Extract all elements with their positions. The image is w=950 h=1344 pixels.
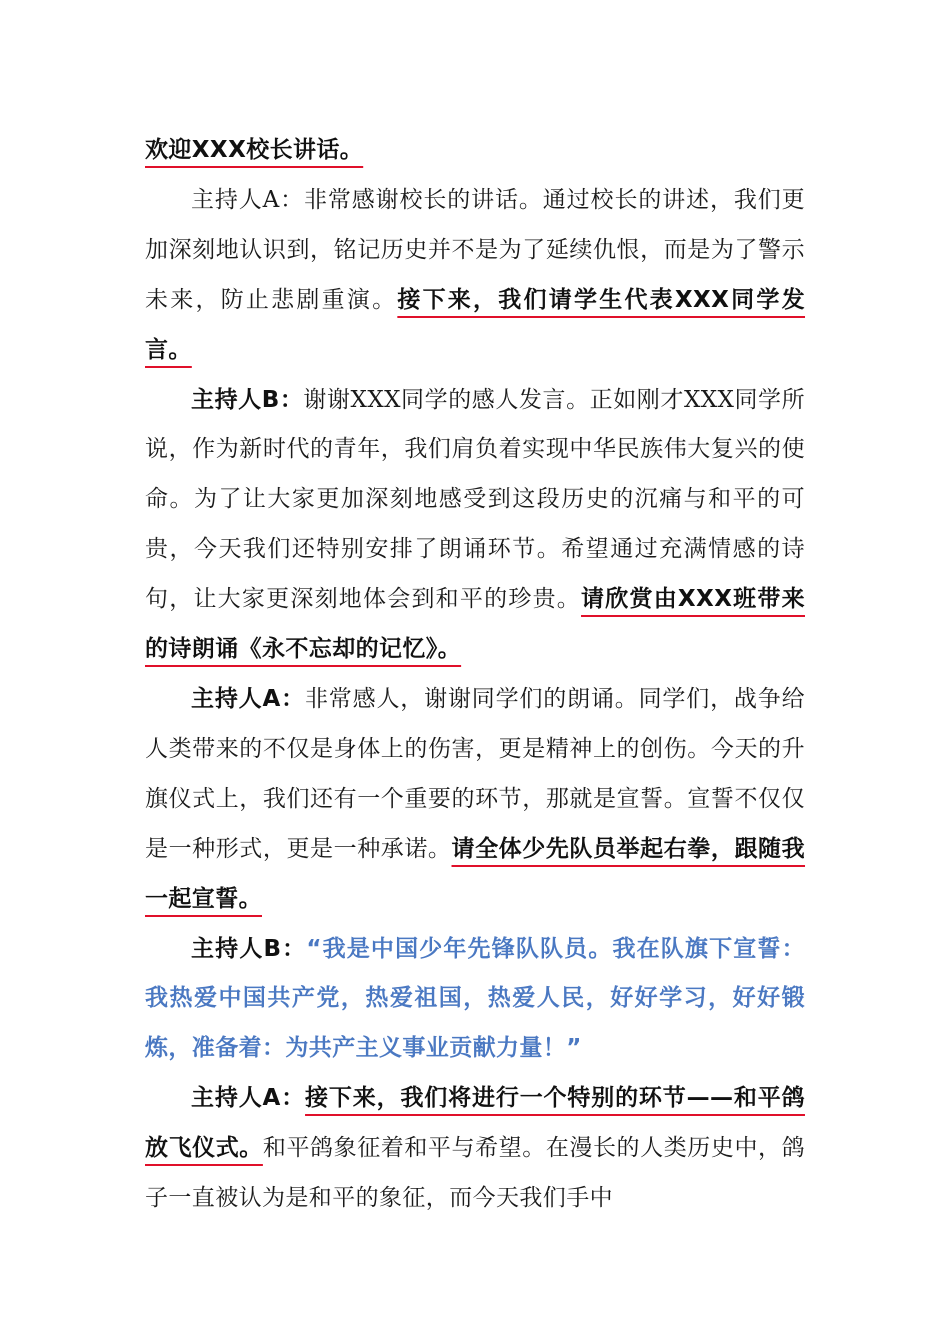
paragraph-host-b-oath xyxy=(145,925,805,1075)
stage-direction: 请全体少先队员举起右拳，跟随我一起宣誓。 xyxy=(145,835,806,912)
speech-text: 和平鸽象征着和平与希望。在漫长的人类历史中，鸽子一直被认为是和平的象征，而今天我们手中 xyxy=(145,1135,805,1212)
paragraph-welcome xyxy=(145,126,805,176)
paragraph-host-a-3 xyxy=(145,1074,805,1224)
speech-text: 非常感人，谢谢同学们的朗诵。同学们，战争给人类带来的不仅是身体上的伤害，更是精神上的创伤。今天的升旗仪式上，我们还有一个重要的环节，那就是宣誓。宣誓不仅仅是一种形式，更是一种承诺。 xyxy=(145,685,805,862)
speaker-label: 主持人B： xyxy=(191,386,304,413)
stage-direction: 接下来，我们请学生代表XXX同学发言。 xyxy=(145,286,806,363)
paragraph-host-b-1 xyxy=(145,376,805,675)
speech-text: 非常感谢校长的讲话。通过校长的讲述，我们更加深刻地认识到，铭记历史并不是为了延续仇恨，而是为了警示未来，防止悲剧重演。 xyxy=(145,186,805,313)
speaker-label: 主持人B： xyxy=(191,935,307,962)
paragraph-host-a-2 xyxy=(145,675,805,925)
speaker-label: 主持人A： xyxy=(191,1085,306,1112)
document-page xyxy=(145,126,805,1224)
stage-direction: 请欣赏由XXX班带来的诗朗诵《永不忘却的记忆》。 xyxy=(145,586,805,663)
stage-direction: 欢迎XXX校长讲话。 xyxy=(145,137,364,163)
oath-text: “我是中国少年先锋队队员。我在队旗下宣誓：我热爱中国共产党，热爱祖国，热爱人民，好好学习，好好锻炼，准备着：为共产主义事业贡献力量！” xyxy=(145,935,805,1062)
speaker-label: 主持人A： xyxy=(191,186,305,213)
speech-text: 谢谢XXX同学的感人发言。正如刚才XXX同学所说，作为新时代的青年，我们肩负着实现中华民族伟大复兴的使命。为了让大家更加深刻地感受到这段历史的沉痛与和平的可贵，今天我们还特别安排了朗诵环节。希望通过充满情感的诗句，让大家更深刻地体会到和平的珍贵。 xyxy=(145,386,805,613)
paragraph-host-a-1 xyxy=(145,176,805,376)
speaker-label: 主持人A： xyxy=(191,685,305,712)
stage-direction: 接下来，我们将进行一个特别的环节——和平鸽放飞仪式。 xyxy=(145,1085,805,1162)
